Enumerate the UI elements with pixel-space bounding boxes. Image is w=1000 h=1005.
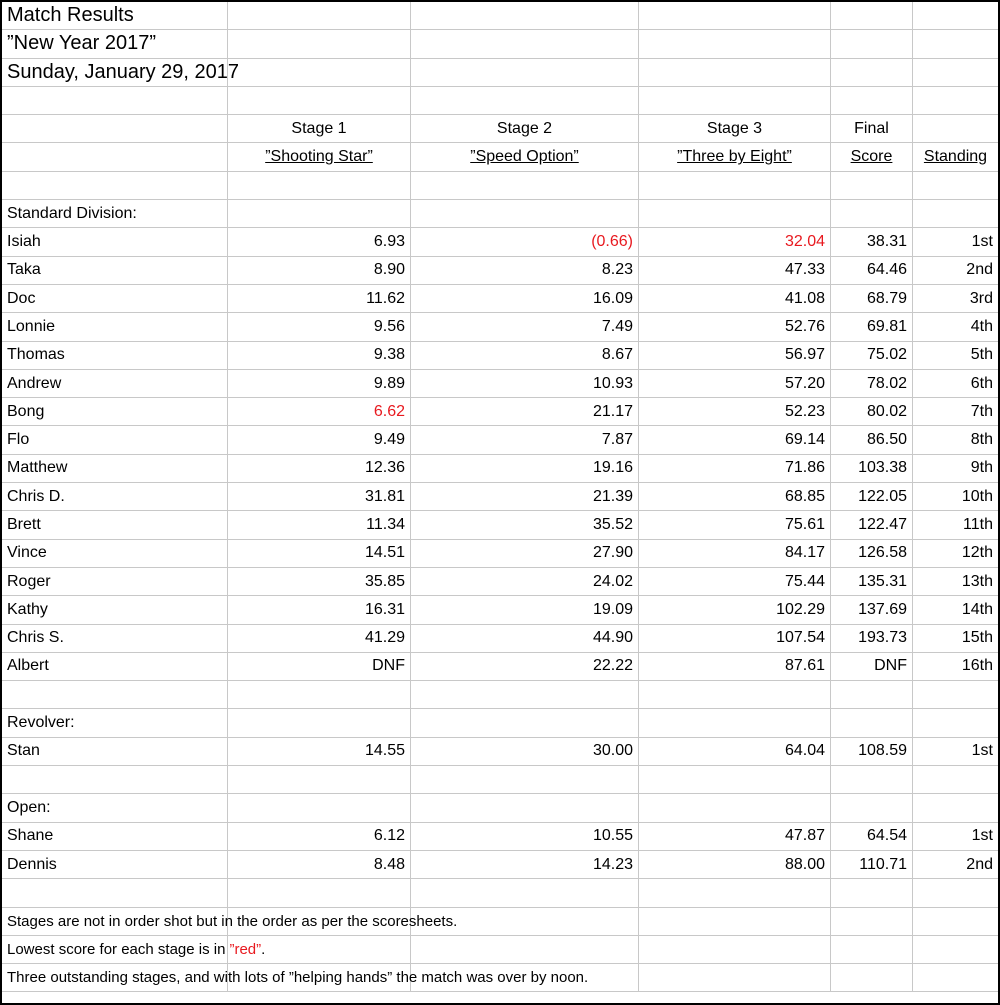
blank-row-empty-cell[interactable] bbox=[2, 766, 228, 794]
blank-row-empty-cell[interactable] bbox=[228, 879, 411, 907]
note-row-empty-cell[interactable] bbox=[913, 964, 998, 992]
competitor-name[interactable]: Chris S. bbox=[2, 625, 228, 653]
division-row-empty-cell[interactable] bbox=[831, 200, 913, 228]
score-standing[interactable]: 7th bbox=[913, 398, 998, 426]
division-title[interactable]: Revolver: bbox=[2, 709, 228, 737]
blank-row-empty-cell[interactable] bbox=[913, 172, 998, 200]
competitor-name[interactable]: Andrew bbox=[2, 370, 228, 398]
score-s1[interactable]: 6.12 bbox=[228, 823, 411, 851]
score-final[interactable]: 110.71 bbox=[831, 851, 913, 879]
blank-row-empty-cell[interactable] bbox=[831, 87, 913, 115]
competitor-name[interactable]: Shane bbox=[2, 823, 228, 851]
score-final[interactable]: 193.73 bbox=[831, 625, 913, 653]
blank-row-empty-cell[interactable] bbox=[2, 172, 228, 200]
score-final[interactable]: 78.02 bbox=[831, 370, 913, 398]
score-s3[interactable]: 57.20 bbox=[639, 370, 831, 398]
header-row1-col-4[interactable]: Final bbox=[831, 115, 913, 143]
score-standing[interactable]: 8th bbox=[913, 426, 998, 454]
score-final[interactable]: 122.47 bbox=[831, 511, 913, 539]
division-row-empty-cell[interactable] bbox=[831, 709, 913, 737]
blank-row-empty-cell[interactable] bbox=[2, 879, 228, 907]
blank-row-empty-cell[interactable] bbox=[913, 87, 998, 115]
title-row-empty-cell[interactable] bbox=[228, 2, 411, 30]
title-line-3[interactable]: Sunday, January 29, 2017 bbox=[2, 59, 228, 87]
score-s3[interactable]: 88.00 bbox=[639, 851, 831, 879]
score-s3[interactable]: 102.29 bbox=[639, 596, 831, 624]
score-s1[interactable]: 14.51 bbox=[228, 540, 411, 568]
competitor-name[interactable]: Brett bbox=[2, 511, 228, 539]
blank-row-empty-cell[interactable] bbox=[639, 172, 831, 200]
blank-row-empty-cell[interactable] bbox=[411, 87, 639, 115]
note-row-empty-cell[interactable] bbox=[639, 964, 831, 992]
header-row2-col-2[interactable]: ”Speed Option” bbox=[411, 143, 639, 171]
title-row-empty-cell[interactable] bbox=[639, 59, 831, 87]
score-standing[interactable]: 1st bbox=[913, 738, 998, 766]
blank-row-empty-cell[interactable] bbox=[831, 681, 913, 709]
note-row-empty-cell[interactable] bbox=[411, 936, 639, 964]
blank-row-empty-cell[interactable] bbox=[913, 879, 998, 907]
division-row-empty-cell[interactable] bbox=[228, 200, 411, 228]
score-s1[interactable]: 9.56 bbox=[228, 313, 411, 341]
header-row1-col-5[interactable] bbox=[913, 115, 998, 143]
header-row1-col-2[interactable]: Stage 2 bbox=[411, 115, 639, 143]
competitor-name[interactable]: Chris D. bbox=[2, 483, 228, 511]
score-s3[interactable]: 32.04 bbox=[639, 228, 831, 256]
blank-row-empty-cell[interactable] bbox=[2, 681, 228, 709]
title-row-empty-cell[interactable] bbox=[831, 2, 913, 30]
competitor-name[interactable]: Bong bbox=[2, 398, 228, 426]
title-row-empty-cell[interactable] bbox=[639, 2, 831, 30]
score-s3[interactable]: 71.86 bbox=[639, 455, 831, 483]
score-s3[interactable]: 52.76 bbox=[639, 313, 831, 341]
blank-row-empty-cell[interactable] bbox=[228, 172, 411, 200]
score-standing[interactable]: 10th bbox=[913, 483, 998, 511]
score-final[interactable]: 122.05 bbox=[831, 483, 913, 511]
score-final[interactable]: 108.59 bbox=[831, 738, 913, 766]
competitor-name[interactable]: Doc bbox=[2, 285, 228, 313]
note-row-empty-cell[interactable] bbox=[913, 936, 998, 964]
note-row-empty-cell[interactable] bbox=[831, 908, 913, 936]
score-s1[interactable]: 9.89 bbox=[228, 370, 411, 398]
score-s1[interactable]: 14.55 bbox=[228, 738, 411, 766]
score-s3[interactable]: 52.23 bbox=[639, 398, 831, 426]
score-standing[interactable]: 1st bbox=[913, 228, 998, 256]
score-s3[interactable]: 47.33 bbox=[639, 257, 831, 285]
blank-row-empty-cell[interactable] bbox=[913, 766, 998, 794]
score-standing[interactable]: 12th bbox=[913, 540, 998, 568]
competitor-name[interactable]: Vince bbox=[2, 540, 228, 568]
competitor-name[interactable]: Taka bbox=[2, 257, 228, 285]
score-s1[interactable]: 9.38 bbox=[228, 342, 411, 370]
score-s1[interactable]: 11.34 bbox=[228, 511, 411, 539]
score-s3[interactable]: 107.54 bbox=[639, 625, 831, 653]
score-standing[interactable]: 9th bbox=[913, 455, 998, 483]
blank-row-empty-cell[interactable] bbox=[228, 681, 411, 709]
header-row2-col-4[interactable]: Score bbox=[831, 143, 913, 171]
score-s2[interactable]: 14.23 bbox=[411, 851, 639, 879]
score-s3[interactable]: 84.17 bbox=[639, 540, 831, 568]
division-row-empty-cell[interactable] bbox=[831, 794, 913, 822]
division-row-empty-cell[interactable] bbox=[639, 794, 831, 822]
division-row-empty-cell[interactable] bbox=[228, 709, 411, 737]
score-standing[interactable]: 3rd bbox=[913, 285, 998, 313]
blank-row-empty-cell[interactable] bbox=[411, 681, 639, 709]
competitor-name[interactable]: Stan bbox=[2, 738, 228, 766]
score-s2[interactable]: 7.87 bbox=[411, 426, 639, 454]
note-row-empty-cell[interactable] bbox=[639, 908, 831, 936]
score-standing[interactable]: 14th bbox=[913, 596, 998, 624]
score-s1[interactable]: 31.81 bbox=[228, 483, 411, 511]
competitor-name[interactable]: Isiah bbox=[2, 228, 228, 256]
score-s2[interactable]: 19.09 bbox=[411, 596, 639, 624]
score-standing[interactable]: 4th bbox=[913, 313, 998, 341]
blank-row-empty-cell[interactable] bbox=[913, 681, 998, 709]
score-s1[interactable]: 16.31 bbox=[228, 596, 411, 624]
score-standing[interactable]: 2nd bbox=[913, 851, 998, 879]
score-s2[interactable]: 44.90 bbox=[411, 625, 639, 653]
division-row-empty-cell[interactable] bbox=[913, 709, 998, 737]
blank-row-empty-cell[interactable] bbox=[228, 87, 411, 115]
competitor-name[interactable]: Roger bbox=[2, 568, 228, 596]
score-s3[interactable]: 56.97 bbox=[639, 342, 831, 370]
header-row1-col-0[interactable] bbox=[2, 115, 228, 143]
note-line-1[interactable]: Stages are not in order shot but in the order as per the scoresheets. bbox=[2, 908, 228, 936]
score-standing[interactable]: 6th bbox=[913, 370, 998, 398]
score-s1[interactable]: 9.49 bbox=[228, 426, 411, 454]
score-s1[interactable]: 6.93 bbox=[228, 228, 411, 256]
title-row-empty-cell[interactable] bbox=[228, 30, 411, 58]
competitor-name[interactable]: Albert bbox=[2, 653, 228, 681]
title-row-empty-cell[interactable] bbox=[831, 30, 913, 58]
score-s1[interactable]: 12.36 bbox=[228, 455, 411, 483]
title-row-empty-cell[interactable] bbox=[831, 59, 913, 87]
score-standing[interactable]: 5th bbox=[913, 342, 998, 370]
note-row-empty-cell[interactable] bbox=[831, 936, 913, 964]
score-s2[interactable]: 24.02 bbox=[411, 568, 639, 596]
division-row-empty-cell[interactable] bbox=[639, 709, 831, 737]
score-standing[interactable]: 1st bbox=[913, 823, 998, 851]
header-row2-col-0[interactable] bbox=[2, 143, 228, 171]
blank-row-empty-cell[interactable] bbox=[411, 172, 639, 200]
score-standing[interactable]: 15th bbox=[913, 625, 998, 653]
score-s2[interactable]: 30.00 bbox=[411, 738, 639, 766]
title-row-empty-cell[interactable] bbox=[411, 59, 639, 87]
title-row-empty-cell[interactable] bbox=[913, 59, 998, 87]
note-red-word: ”red” bbox=[229, 940, 262, 958]
division-row-empty-cell[interactable] bbox=[913, 794, 998, 822]
score-s2[interactable]: 8.23 bbox=[411, 257, 639, 285]
note-line-2[interactable] bbox=[2, 936, 266, 964]
score-s3[interactable]: 69.14 bbox=[639, 426, 831, 454]
score-s2[interactable]: 19.16 bbox=[411, 455, 639, 483]
score-final[interactable]: 86.50 bbox=[831, 426, 913, 454]
score-s3[interactable]: 75.61 bbox=[639, 511, 831, 539]
blank-row-empty-cell[interactable] bbox=[831, 879, 913, 907]
title-line-2[interactable]: ”New Year 2017” bbox=[2, 30, 228, 58]
score-final[interactable]: 75.02 bbox=[831, 342, 913, 370]
competitor-name[interactable]: Kathy bbox=[2, 596, 228, 624]
note-line-2-end: . bbox=[261, 940, 266, 958]
division-title[interactable]: Standard Division: bbox=[2, 200, 228, 228]
blank-row-empty-cell[interactable] bbox=[411, 879, 639, 907]
competitor-name[interactable]: Lonnie bbox=[2, 313, 228, 341]
score-standing[interactable]: 16th bbox=[913, 653, 998, 681]
competitor-name[interactable]: Matthew bbox=[2, 455, 228, 483]
division-title[interactable]: Open: bbox=[2, 794, 228, 822]
title-row-empty-cell[interactable] bbox=[411, 30, 639, 58]
header-row2-col-1[interactable]: ”Shooting Star” bbox=[228, 143, 411, 171]
score-s2[interactable]: 22.22 bbox=[411, 653, 639, 681]
score-s1[interactable]: 8.90 bbox=[228, 257, 411, 285]
title-row-empty-cell[interactable] bbox=[411, 2, 639, 30]
score-s1[interactable]: 11.62 bbox=[228, 285, 411, 313]
blank-row-empty-cell[interactable] bbox=[411, 766, 639, 794]
blank-row-empty-cell[interactable] bbox=[639, 87, 831, 115]
blank-row-empty-cell[interactable] bbox=[639, 766, 831, 794]
header-row2-col-5[interactable]: Standing bbox=[913, 143, 998, 171]
score-s1[interactable]: 8.48 bbox=[228, 851, 411, 879]
note-row-empty-cell[interactable] bbox=[913, 908, 998, 936]
score-final[interactable]: 103.38 bbox=[831, 455, 913, 483]
header-row1-col-3[interactable]: Stage 3 bbox=[639, 115, 831, 143]
division-row-empty-cell[interactable] bbox=[913, 200, 998, 228]
score-s2[interactable]: 21.17 bbox=[411, 398, 639, 426]
score-s3[interactable]: 68.85 bbox=[639, 483, 831, 511]
score-s2[interactable]: 16.09 bbox=[411, 285, 639, 313]
blank-row-empty-cell[interactable] bbox=[639, 681, 831, 709]
score-s3[interactable]: 87.61 bbox=[639, 653, 831, 681]
score-s2[interactable]: 27.90 bbox=[411, 540, 639, 568]
score-final[interactable]: 137.69 bbox=[831, 596, 913, 624]
title-row-empty-cell[interactable] bbox=[639, 30, 831, 58]
division-row-empty-cell[interactable] bbox=[411, 200, 639, 228]
score-s2[interactable]: 21.39 bbox=[411, 483, 639, 511]
note-row-empty-cell[interactable] bbox=[639, 936, 831, 964]
division-row-empty-cell[interactable] bbox=[639, 200, 831, 228]
score-s3[interactable]: 41.08 bbox=[639, 285, 831, 313]
score-standing[interactable]: 2nd bbox=[913, 257, 998, 285]
score-final[interactable]: 80.02 bbox=[831, 398, 913, 426]
title-line-1[interactable]: Match Results bbox=[2, 2, 228, 30]
score-standing[interactable]: 13th bbox=[913, 568, 998, 596]
score-s1[interactable]: 6.62 bbox=[228, 398, 411, 426]
blank-row-empty-cell[interactable] bbox=[639, 879, 831, 907]
title-row-empty-cell[interactable] bbox=[913, 2, 998, 30]
division-row-empty-cell[interactable] bbox=[411, 709, 639, 737]
competitor-name[interactable]: Flo bbox=[2, 426, 228, 454]
competitor-name[interactable]: Thomas bbox=[2, 342, 228, 370]
note-row-empty-cell[interactable] bbox=[831, 964, 913, 992]
score-s1[interactable]: 41.29 bbox=[228, 625, 411, 653]
blank-row-empty-cell[interactable] bbox=[831, 172, 913, 200]
score-final[interactable]: 64.54 bbox=[831, 823, 913, 851]
score-final[interactable]: 69.81 bbox=[831, 313, 913, 341]
header-row2-col-3[interactable]: ”Three by Eight” bbox=[639, 143, 831, 171]
score-s2[interactable]: 7.49 bbox=[411, 313, 639, 341]
blank-row-empty-cell[interactable] bbox=[2, 87, 228, 115]
division-row-empty-cell[interactable] bbox=[411, 794, 639, 822]
score-s2[interactable]: 8.67 bbox=[411, 342, 639, 370]
note-line-3[interactable]: Three outstanding stages, and with lots of ”helping hands” the match was over by noon. bbox=[2, 964, 228, 992]
score-final[interactable]: DNF bbox=[831, 653, 913, 681]
score-s2[interactable]: (0.66) bbox=[411, 228, 639, 256]
title-row-empty-cell[interactable] bbox=[913, 30, 998, 58]
score-s3[interactable]: 64.04 bbox=[639, 738, 831, 766]
score-s2[interactable]: 10.93 bbox=[411, 370, 639, 398]
score-standing[interactable]: 11th bbox=[913, 511, 998, 539]
score-s1[interactable]: 35.85 bbox=[228, 568, 411, 596]
score-final[interactable]: 64.46 bbox=[831, 257, 913, 285]
score-final[interactable]: 68.79 bbox=[831, 285, 913, 313]
score-final[interactable]: 135.31 bbox=[831, 568, 913, 596]
score-s2[interactable]: 35.52 bbox=[411, 511, 639, 539]
score-final[interactable]: 38.31 bbox=[831, 228, 913, 256]
score-s3[interactable]: 47.87 bbox=[639, 823, 831, 851]
header-row1-col-1[interactable]: Stage 1 bbox=[228, 115, 411, 143]
division-row-empty-cell[interactable] bbox=[228, 794, 411, 822]
note-line-2-text: Lowest score for each stage is in bbox=[7, 940, 226, 958]
title-row-empty-cell[interactable] bbox=[228, 59, 411, 87]
score-s1[interactable]: DNF bbox=[228, 653, 411, 681]
competitor-name[interactable]: Dennis bbox=[2, 851, 228, 879]
score-s2[interactable]: 10.55 bbox=[411, 823, 639, 851]
blank-row-empty-cell[interactable] bbox=[228, 766, 411, 794]
score-final[interactable]: 126.58 bbox=[831, 540, 913, 568]
blank-row-empty-cell[interactable] bbox=[831, 766, 913, 794]
score-s3[interactable]: 75.44 bbox=[639, 568, 831, 596]
